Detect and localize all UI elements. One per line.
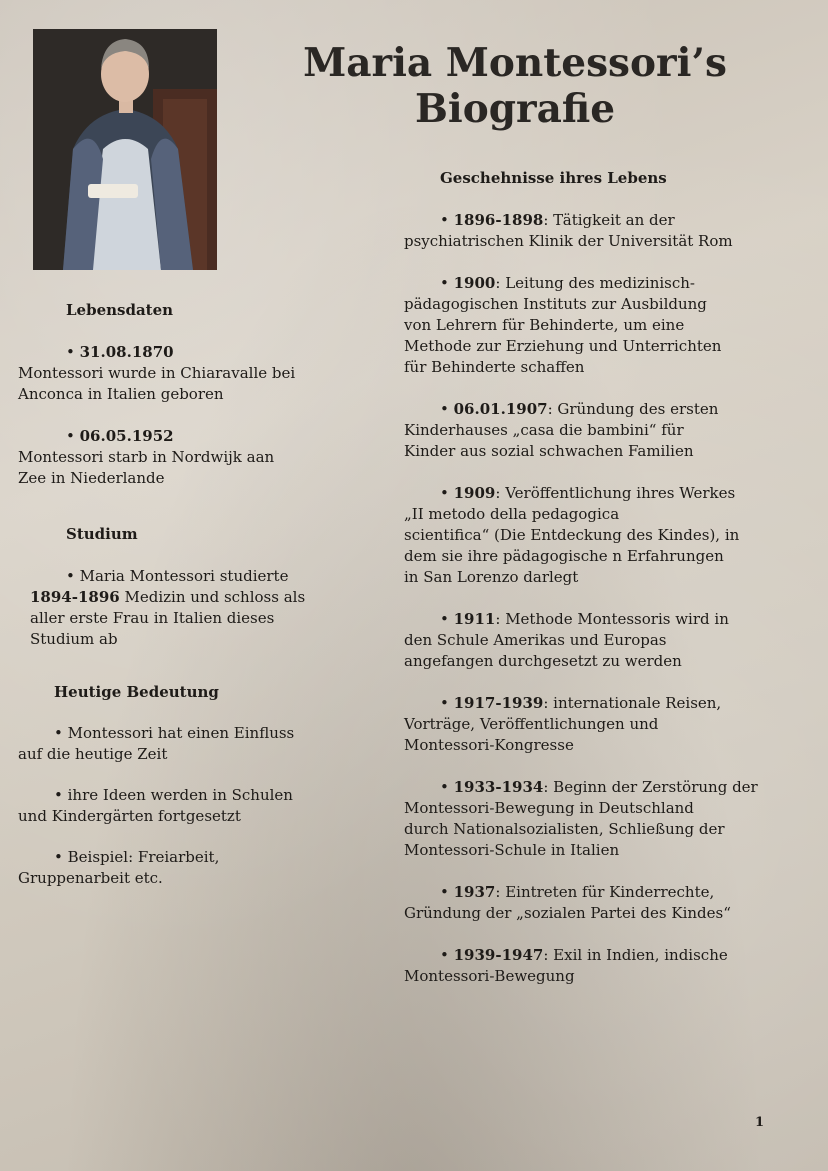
studium-line-2-text: Medizin und schloss als (119, 588, 306, 606)
event-4-line-1: • 1909: Veröffentlichung ihres Werkes (440, 484, 736, 502)
event-6-line-2: Vorträge, Veröffentlichungen und (404, 715, 659, 733)
birth-date: • 31.08.1870 (66, 343, 174, 361)
birth-date-value: 31.08.1870 (79, 343, 174, 361)
bedeutung-1-line-2: auf die heutige Zeit (18, 745, 168, 763)
event-2-line-2: pädagogischen Instituts zur Ausbildung (404, 295, 707, 313)
left-column (18, 300, 348, 889)
death-date: • 06.05.1952 (66, 427, 174, 445)
lebensdaten-heading: Lebensdaten (66, 301, 174, 319)
birth-text-2: Anconca in Italien geboren (18, 385, 224, 403)
studium-line-3: aller erste Frau in Italien dieses (30, 609, 275, 627)
event-8-year: 1937 (453, 883, 496, 901)
bedeutung-3-text: Beispiel: Freiarbeit, (67, 848, 220, 866)
event-1-year: 1896-1898 (453, 211, 544, 229)
event-9-year: 1939-1947 (453, 946, 544, 964)
event-3-line-2: Kinderhauses „casa die bambini“ für (404, 421, 684, 439)
bedeutung-2-line-2: und Kindergärten fortgesetzt (18, 807, 241, 825)
event-5-text: : Methode Montessoris wird in (495, 610, 729, 628)
event-3-line-1: • 06.01.1907: Gründung des ersten (440, 400, 719, 418)
event-9-line-1: • 1939-1947: Exil in Indien, indische (440, 946, 728, 964)
event-6-year: 1917-1939 (453, 694, 544, 712)
event-6-line-3: Montessori-Kongresse (404, 736, 574, 754)
event-8-line-2: Gründung der „sozialen Partei des Kindes“ (404, 904, 731, 922)
death-text-2: Zee in Niederlande (18, 469, 165, 487)
event-2-line-1: • 1900: Leitung des medizinisch- (440, 274, 695, 292)
event-4-line-5: in San Lorenzo darlegt (404, 568, 579, 586)
event-9-text: : Exil in Indien, indische (543, 946, 728, 964)
event-7-line-2: Montessori-Bewegung in Deutschland (404, 799, 694, 817)
studium-years: 1894-1896 (30, 588, 120, 606)
event-2-line-3: von Lehrern für Behinderte, um eine (404, 316, 685, 334)
event-4-text: : Veröffentlichung ihres Werkes (495, 484, 736, 502)
bedeutung-3-line-1: • Beispiel: Freiarbeit, (54, 848, 220, 866)
title-line-2: Biografie (414, 86, 616, 132)
event-5-line-2: den Schule Amerikas und Europas (404, 631, 667, 649)
bedeutung-heading: Heutige Bedeutung (54, 683, 219, 701)
event-2-text: : Leitung des medizinisch- (495, 274, 695, 292)
bedeutung-3-line-2: Gruppenarbeit etc. (18, 869, 163, 887)
death-text-1: Montessori starb in Nordwijk aan (18, 448, 275, 466)
event-5-line-3: angefangen durchgesetzt zu werden (404, 652, 682, 670)
page-title (270, 40, 760, 132)
bedeutung-1-text: Montessori hat einen Einfluss (67, 724, 295, 742)
event-7-text: : Beginn der Zerstörung der (543, 778, 758, 796)
event-7-year: 1933-1934 (453, 778, 544, 796)
portrait-photo (33, 29, 217, 270)
studium-heading: Studium (66, 525, 138, 543)
event-6-text: : internationale Reisen, (543, 694, 722, 712)
event-2-year: 1900 (453, 274, 496, 292)
events-heading: Geschehnisse ihres Lebens (440, 169, 667, 187)
event-8-text: : Eintreten für Kinderrechte, (495, 883, 715, 901)
event-3-year: 06.01.1907 (453, 400, 548, 418)
event-1-text: : Tätigkeit an der (543, 211, 675, 229)
event-8-line-1: • 1937: Eintreten für Kinderrechte, (440, 883, 715, 901)
event-5-line-1: • 1911: Methode Montessoris wird in (440, 610, 729, 628)
event-1-line-1: • 1896-1898: Tätigkeit an der (440, 211, 675, 229)
event-4-line-3: scientifica“ (Die Entdeckung des Kindes), in (404, 526, 740, 544)
studium-line-2 (18, 587, 348, 608)
event-4-year: 1909 (453, 484, 496, 502)
right-column (404, 168, 804, 987)
event-5-year: 1911 (453, 610, 496, 628)
portrait-illustration (33, 29, 217, 270)
event-7-line-4: Montessori-Schule in Italien (404, 841, 620, 859)
birth-text-1: Montessori wurde in Chiaravalle bei (18, 364, 296, 382)
studium-line-4: Studium ab (30, 630, 118, 648)
page-number: 1 (755, 1115, 765, 1130)
studium-line-1-text: Maria Montessori studierte (79, 567, 289, 585)
event-7-line-3: durch Nationalsozialisten, Schließung der (404, 820, 725, 838)
event-4-line-4: dem sie ihre pädagogische n Erfahrungen (404, 547, 724, 565)
event-4-line-2: „II metodo della pedagogica (404, 505, 620, 523)
event-7-line-1: • 1933-1934: Beginn der Zerstörung der (440, 778, 758, 796)
event-2-line-5: für Behinderte schaffen (404, 358, 585, 376)
event-3-text: : Gründung des ersten (547, 400, 719, 418)
studium-line-1: • Maria Montessori studierte (66, 567, 289, 585)
title-line-1: Maria Montessori’s (303, 40, 727, 86)
bedeutung-1-line-1: • Montessori hat einen Einfluss (54, 724, 295, 742)
bedeutung-2-line-1: • ihre Ideen werden in Schulen (54, 786, 293, 804)
event-1-line-2: psychiatrischen Klinik der Universität Rom (404, 232, 733, 250)
event-9-line-2: Montessori-Bewegung (404, 967, 575, 985)
bedeutung-2-text: ihre Ideen werden in Schulen (67, 786, 293, 804)
death-date-value: 06.05.1952 (79, 427, 174, 445)
event-2-line-4: Methode zur Erziehung und Unterrichten (404, 337, 722, 355)
event-3-line-3: Kinder aus sozial schwachen Familien (404, 442, 694, 460)
event-6-line-1: • 1917-1939: internationale Reisen, (440, 694, 722, 712)
